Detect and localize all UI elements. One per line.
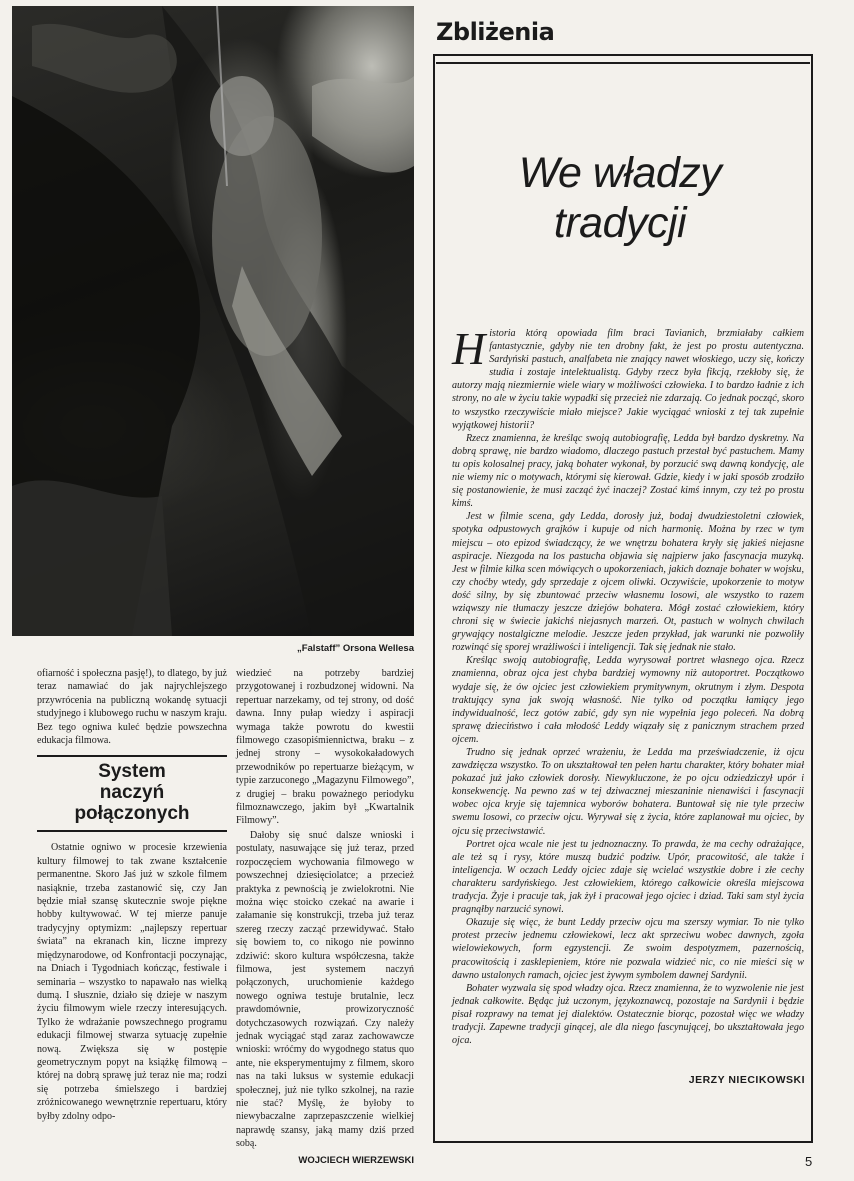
paragraph: Ostatnie ogniwo w procesie krzewienia kultury filmowej to tak zwane kształcenie permanentne. Skoro Jaś już w szkole filmem nasiąknie, trzeba zastanowić się, czy Jan będzie miał szansę skutecznie swoje piękne hobby kultywować. W tej mierze panuje tradycyjny optymizm: „najlepszy repertuar świata” na ekranach kin, liczne imprezy międzynarodowe, od Konfrontacji poczynając, na Dniach i Tygodniach kończąc, festiwale i seminaria – wszystko to napawało nas wielką dumą. I słusznie, działo się dzieje w naszym życiu filmowym wiele rzeczy interesujących. Tylko że wdrażanie powszechnego programu edukacji filmowej stwarza sytuację zupełnie nową. Zwiększa się w postępie geometrycznym popyt na książkę filmową – której na dobrą sprawę już teraz nie ma; rodzi się potrzeba śmielszego i bardziej zróżnicowanego wewnętrznie repertuaru, który byłby zdolny odpo-: [37, 842, 227, 1122]
frame-rule: [436, 62, 810, 64]
paragraph: Okazuje się więc, że bunt Leddy przeciw ojcu ma szerszy wymiar. To nie tylko protest przeciw jednemu człowiekowi, lecz akt sprzeciwu wobec dawnych, zgoła wielowiekowych, form egzystencji. Ze swoim despotyzmem, pazernością, pracowitością i zasklepieniem, które nie pozwala widzieć nic, co nie mieści się w dawno ustalonych ramach, ojciec jest żywym symbolem dawnej Sardynii.: [452, 917, 804, 981]
paragraph: Kreśląc swoją autobiografię, Ledda wyrysował portret własnego ojca. Rzecz znamienna, obraz ojca jest chyba bardziej wymowny niż autoportret. Początkowo wydaje się, że ów ojciec jest człowiekiem prymitywnym, okrutnym i złym. Despota traktujący syna jak swoją własność. Nie tylko od początku łamiący jego indywidualność, lecz gotów zabić, gdy syn nie wypełnia jego poleceń. Na dobrą sprawę dzieciństwo i cała młodość Leddy wiązały się z panicznym strachem przed ojcem.: [452, 655, 804, 745]
signature: WOJCIECH WIERZEWSKI: [298, 1154, 414, 1166]
headline-line: tradycji: [553, 199, 687, 247]
section-heading: [37, 755, 227, 832]
main-article-body: [452, 323, 804, 1047]
left-column-1: [37, 667, 227, 1124]
film-still-illustration: [12, 6, 414, 636]
headline-line: We władzy: [518, 149, 722, 197]
paragraph: Dałoby się snuć dalsze wnioski i postulaty, nasuwające się już teraz, przed rozpoczęciem wychowania filmowego w powszechnej dziesięciolatce; a przecież praktyka z pewnością je zwielokrotni. Nie można więc stoicko czekać na awarie i załamanie się konstrukcji, trzeba już teraz szereg rzeczy zacząć przewidywać. Stało się bowiem to, co nikogo nie powinno zdziwić: skoro kultura współczesna, także filmowa, jest systemem naczyń połączonych, uruchomienie każdego nowego ogniwa testuje brutalnie, lecz prawdomównie, prowizoryczność dotychczasowych rozwiązań. Czy należy jednak wyciągać stąd zaraz zachowawcze wnioski: wróćmy do wygodnego status quo ante, nie eksperymentujmy z filmem, skoro nas na taki luksus w systemie edukacji społecznej, już nie tylko szkolnej, na razie nie stać? Myślę, że byłoby to niewybaczalne zaprzepaszczenie wielkiej naprawdę szansy, jaką mamy dziś przed sobą.: [236, 829, 414, 1150]
drop-cap: H: [452, 323, 486, 374]
paragraph: Portret ojca wcale nie jest tu jednoznaczny. To prawda, że ma cechy odrażające, ale też są i rysy, które muszą budzić podziw. Upór, pracowitość, ale także i inteligencja. W oczach Leddy ojciec zdaje się wcielać wszystkie dobre i złe cechy charakteru sardyńskiego. Jest człowiekiem, którego całkowicie określa miejscowa tradycja. Żyje i pracuje tak, jak żył i pracował jego ojciec i dziad. Taki sam styl życia pragnąłby narzucić synowi.: [452, 838, 804, 916]
section-title-line: połączonych: [74, 803, 190, 825]
section-title-line: naczyń: [99, 782, 165, 804]
left-column-2: [236, 667, 414, 1167]
page-number: 5: [805, 1154, 813, 1169]
paragraph: [452, 323, 804, 432]
author-name: JERZY NIECIKOWSKI: [688, 1074, 805, 1086]
paragraph: Rzecz znamienna, że kreśląc swoją autobiografię, Ledda był bardzo dyskretny. Na dobrą sprawę, nie bardzo wiadomo, dlaczego pastuch przestał być pastuchem. Mamy tu opis kolosalnej pracy, jaką bohater wykonał, by porzucić swą dawną kondycję, ale nie wiemy nic o motywach, którymi się kierował. Gdzie, kiedy i w jaki sposób zrodziło się postanowienie, że musi zacząć żyć inaczej? Zostać kimś innym, czy też po prostu kimś.: [452, 432, 804, 510]
paragraph: Jest w filmie scena, gdy Ledda, dorosły już, bodaj dwudziestoletni człowiek, spotyka odpustowych grajków i kupuje od nich harmonię. Można by rzec w tym miejscu – oto epizod świadczący, że we wnętrzu bohatera kryły się jakieś niejasne aspiracje. Niezgoda na los pastucha objawia się najpierw jako fascynacja muzyką. Jest w filmie kilka scen mówiących o upokorzeniach, jakich doznaje bohater w wojsku, czy choćby wtedy, gdy sprzedaje z ojcem oliwki. Oczywiście, upokorzenie to motyw dość silny, by się zbuntować przeciw własnemu losowi, ale wszystko to razem wziąwszy nie tłumaczy jeszcze dziejów bohatera. Mógł zostać człowiekiem, który chroni się w świecie jakichś niejasnych marzeń. Ot, pastuch w wolnych chwilach grywający nostalgiczne melodie. Jeszcze jeden przykład, jak warunki nie pozwoliły rozwinąć się sporej wrażliwości i inteligencji. Tak się jednak nie stało.: [452, 511, 804, 654]
paragraph: ofiarność i społeczna pasję!), to dlatego, by już teraz namawiać do jak najrychlejszego przywrócenia na publiczną wokandę sytuacji studyjnego i klubowego ruchu w naszym kraju. Bez tego ogniwa kuleć będzie powszechna edukacja filmowa.: [37, 668, 227, 747]
paragraph: Trudno się jednak oprzeć wrażeniu, że Ledda ma przeświadczenie, iż ojcu zawdzięcza wszystko. To on ukształtował ten pełen hartu charakter, który bohater miał pokazać już jako człowiek dorosły. Niewykluczone, że po ojcu odziedziczył upór i konsekwencję. Na pewno zaś w tej dziwacznej mieszaninie nienawiści i fascynacji wobec ojca kryje się tajemnica wyborów bohatera. Buntował się nie tyle przeciw swemu losowi, co przeciw ojcu. Wyrywał się z życia, które zaplanował mu ojciec, by ojcu się przeciwstawić.: [452, 747, 804, 837]
paragraph: Bohater wyzwala się spod władzy ojca. Rzecz znamienna, że to wyzwolenie nie jest jednak całkowite. Będąc już uczonym, językoznawcą, pozostaje na Sardynii i będzie pisał rozprawy na temat jej dialektów. Ostatecznie biorąc, pozostał więc we władzy tradycji. Zapewne tradycji ginącej, ale dla niego fascynującej, bo ukształtowała jego ojca.: [452, 982, 804, 1047]
article-headline: [470, 148, 770, 248]
photo-caption: „Falstaff” Orsona Wellesa: [296, 643, 414, 654]
section-label: Zbliżenia: [436, 18, 555, 46]
film-still-photo: [12, 6, 414, 636]
paragraph: wiedzieć na potrzeby bardziej przygotowanej i rozbudzonej widowni. Na repertuar narzekamy, od tej strony, od dość dawna. Inny pułap wiedzy i aspiracji wymaga także powrotu do kwestii filmowego czasopiśmiennictwa, braku – z jednej strony – wysokokaładowych przewodników po repertuarze bieżącym, w typie zarzuconego „Magazynu Filmowego”, z drugiej – braku poważnego periodyku filmoznawczego, jakim był „Kwartalnik Filmowy”.: [236, 668, 414, 827]
section-title-line: System: [98, 761, 166, 783]
paragraph-text: istoria którą opowiada film braci Tavianich, brzmiałaby całkiem fantastycznie, gdyby nie ten drobny fakt, że jest po prostu autentyczna. Sardyński pastuch, analfabeta nie znający nawet włoskiego, uczy się, kończy studia i zostaje intelektualistą. Gdyby rzecz była fikcją, rzekłoby się, że autorzy mają niezmiernie wiele wiary w możliwości człowieka. I to bardzo ładnie z ich strony, no ale w życiu takie wypadki się przecież nie zdarzają. Co jednak począć, skoro to wszystko rzeczywiście miało miejsce? Jakie wyciągać wnioski z tej tak zupełnie wyjątkowej historii?: [452, 328, 804, 431]
